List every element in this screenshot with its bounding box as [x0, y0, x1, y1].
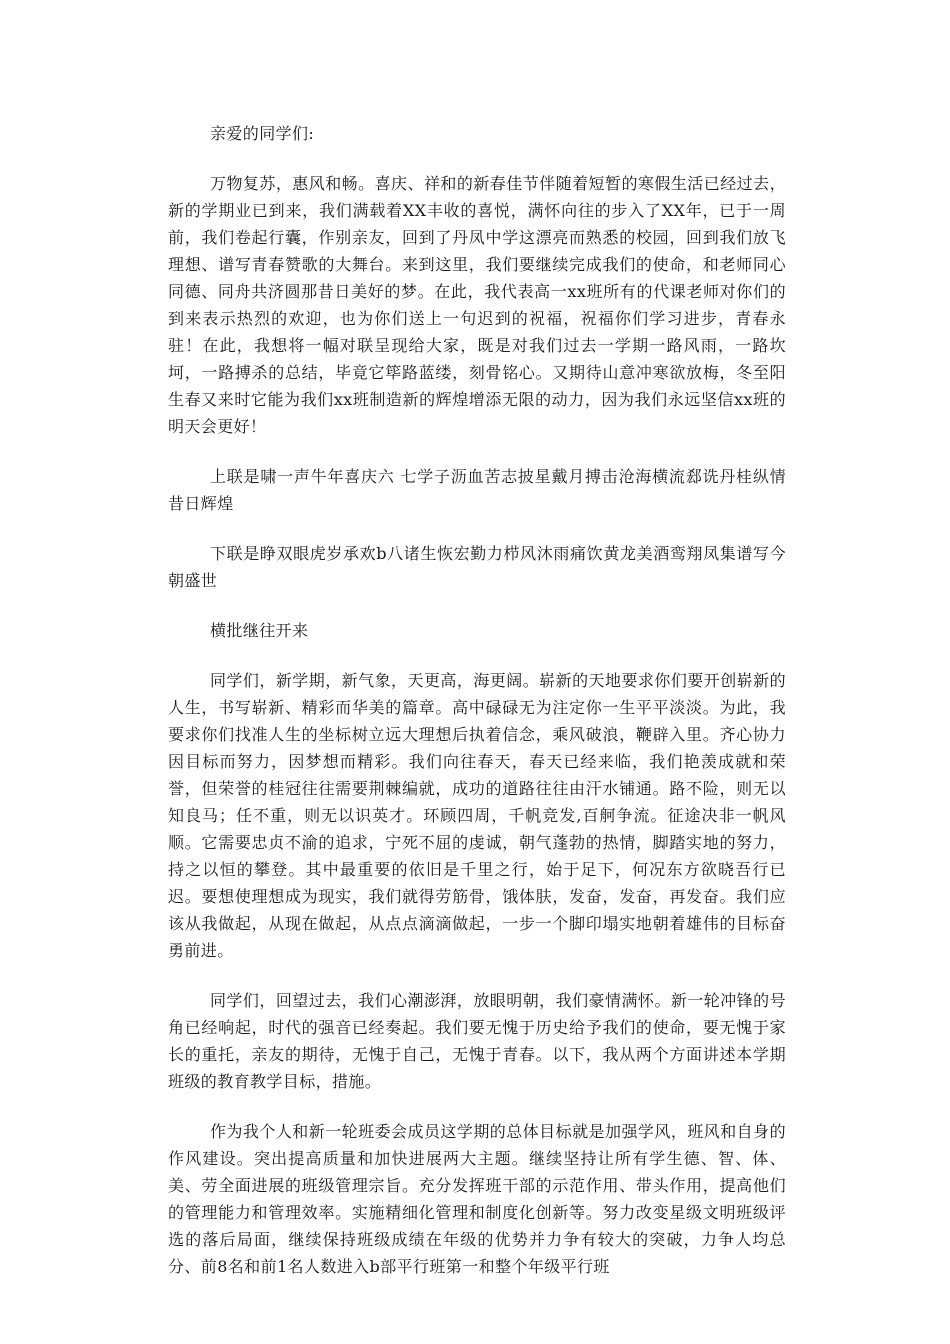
- paragraph-new-semester: 同学们，新学期，新气象，天更高，海更阔。崭新的天地要求你们要开创崭新的人生，书写崭新、精彩而华美的篇章。高中碌碌无为注定你一生平平淡淡。为此，我要求你们找准人生的坐标树立远大理想后执着信念，乘风破浪，鞭辟入里。齐心协力因目标而努力，因梦想而精彩。我们向往春天，春天已经来临，我们艳羡成就和荣誉，但荣誉的桂冠往往需要荆棘编就，成功的道路往往由汗水铺通。路不险，则无以知良马；任不重，则无以识英才。环顾四周，千帆竞发,百舸争流。征途决非一帆风顺。它需要忠贞不渝的追求，宁死不屈的虔诚，朝气蓬勃的热情，脚踏实地的努力，持之以恒的攀登。其中最重要的依旧是千里之行，始于足下，何况东方欲晓吾行已迟。要想使理想成为现实，我们就得劳筋骨，饿体肤，发奋，发奋，再发奋。我们应该从我做起，从现在做起，从点点滴滴做起，一步一个脚印塌实地朝着雄伟的目标奋勇前进。: [168, 671, 786, 960]
- paragraph-lower-couplet: 下联是睁双眼虎岁承欢b八诸生恢宏勤力栉风沐雨痛饮黄龙美酒鸾翔凤集谱写今朝盛世: [168, 544, 786, 590]
- paragraph-upper-couplet: 上联是啸一声牛年喜庆六 七学子沥血苦志披星戴月搏击沧海横流郄诜丹桂纵情昔日辉煌: [168, 467, 786, 513]
- paragraph-goals: 作为我个人和新一轮班委会成员这学期的总体目标就是加强学风，班风和自身的作风建设。突出提高质量和加快进展两大主题。继续坚持让所有学生德、智、体、美、劳全面进展的班级管理宗旨。充分发挥班干部的示范作用、带头作用，提高他们的管理能力和管理效率。实施精细化管理和制度化创新等。努力改变星级文明班级评选的落后局面，继续保持班级成绩在年级的优势并力争有较大的突破，力争人均总分、前8名和前1名人数进入b部平行班第一和整个年级平行班: [168, 1122, 786, 1276]
- greeting: 亲爱的同学们:: [210, 124, 315, 143]
- paragraph-looking-back: 同学们，回望过去，我们心潮澎湃，放眼明朝，我们豪情满怀。新一轮冲锋的号角已经响起，时代的强音已经奏起。我们要无愧于历史给予我们的使命，要无愧于家长的重托，亲友的期待，无愧于自己，无愧于青春。以下，我从两个方面讲述本学期班级的教育教学目标，措施。: [168, 991, 786, 1091]
- paragraph-horizontal-scroll: 横批继往开来: [210, 621, 309, 640]
- document-body: [168, 120, 786, 1280]
- paragraph-opening: 万物复苏，惠风和畅。喜庆、祥和的新春佳节伴随着短暂的寒假生活已经过去，新的学期业已到来，我们满载着XX丰收的喜悦，满怀向往的步入了XX年，已于一周前，我们卷起行囊，作别亲友，回到了丹凤中学这漂亮而熟悉的校园，回到我们放飞理想、谱写青春赞歌的大舞台。来到这里，我们要继续完成我们的使命，和老师同心同德、同舟共济圆那昔日美好的梦。在此，我代表高一xx班所有的代课老师对你们的到来表示热烈的欢迎，也为你们送上一句迟到的祝福，祝福你们学习进步，青春永驻！在此，我想将一幅对联呈现给大家，既是对我们过去一学期一路风雨，一路坎坷，一路搏杀的总结，毕竟它筚路蓝缕，刻骨铭心。又期待山意冲寒欲放梅，冬至阳生春又来时它能为我们xx班制造新的辉煌增添无限的动力，因为我们永远坚信xx班的明天会更好！: [168, 174, 786, 436]
